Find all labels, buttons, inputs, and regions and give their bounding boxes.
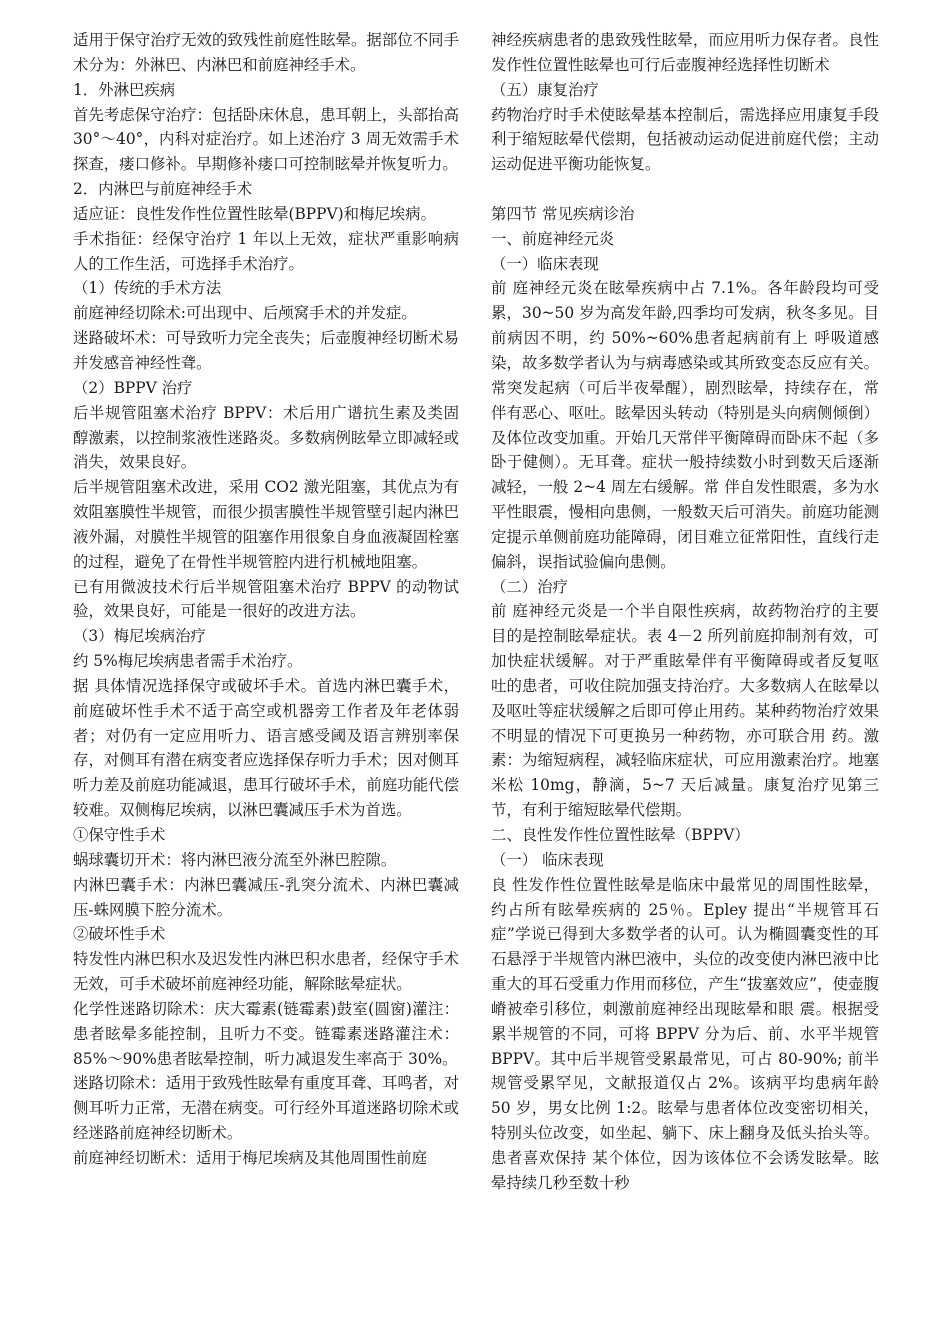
paragraph: 迷路切除术：适用于致残性眩晕有重度耳聋、耳鸣者，对侧耳听力正常，无潜在病变。可行经外耳道迷路切除术或经迷路前庭神经切断术。 bbox=[73, 1074, 459, 1143]
heading: （一）临床表现 bbox=[491, 254, 599, 273]
paragraph: 据 具体情况选择保守或破坏手术。首选内淋巴囊手术，前庭破坏性手术不适于高空或机器旁工作者及年老体弱者；对仍有一定应用听力、语言感受阈及语言辨别率保 存，对侧耳有潜在病变者应选择保存听力手术；因对侧耳听力差及前庭功能减退，患耳行破坏手术，前庭功能代偿较难。双侧梅尼埃病，以淋巴囊减压手术为首选。 bbox=[73, 676, 459, 820]
left-column bbox=[73, 28, 459, 1171]
paragraph: 药物治疗时手术使眩晕基本控制后，需选择应用康复手段利于缩短眩晕代偿期，包括被动运动促进前庭代偿；主动运动促进平衡功能恢复。 bbox=[491, 105, 879, 174]
paragraph: 良 性发作性位置性眩晕是临床中最常见的周围性眩晕，约占所有眩晕疾病的 25％。Epley 提出“半规管耳石症”学说已得到大多数学者的认可。认为椭圆囊变性的耳石悬浮于半规管内淋巴液中，头位的改变使内淋巴液中比重大的耳石受重力作用而移位，产生“拔塞效应”，使壶腹嵴被牵引移位，刺激前庭神经出现眩晕和眼 震。根据受累半规管的不同，可将 BPPV 分为后、前、水平半规管 BPPV。其中后半规管受累最常见，可占 80-90%; 前半规管受累罕见，文献报道仅占 2%。该病平均患病年龄 50 岁，男女比例 1:2。眩晕与患者体位改变密切相关，特别头位改变，如坐起、躺下、床上翻身及低头抬头等。患者喜欢保持 某个体位，因为该体位不会诱发眩晕。眩晕持续几秒至数十秒 bbox=[491, 875, 879, 1192]
paragraph: 内淋巴囊手术：内淋巴囊减压-乳突分流术、内淋巴囊减压-蛛网膜下腔分流术。 bbox=[73, 875, 459, 919]
heading: 一、前庭神经元炎 bbox=[491, 229, 615, 248]
paragraph: 手术指征：经保守治疗 1 年以上无效，症状严重影响病人的工作生活，可选择手术治疗。 bbox=[73, 229, 459, 273]
heading: 二、良性发作性位置性眩晕（BPPV） bbox=[491, 826, 750, 844]
paragraph: 蜗球囊切开术：将内淋巴液分流至外淋巴腔隙。 bbox=[73, 850, 397, 869]
paragraph: 前 庭神经元炎是一个半自限性疾病，故药物治疗的主要目的是控制眩晕症状。表 4－2 所列前庭抑制剂有效，可加快症状缓解。对于严重眩晕伴有平衡障碍或者反复呕 吐的患者，可收住院加强支持治疗。大多数病人在眩晕以及呕吐等症状缓解之后即可停止用药。某种药物治疗效果不明显的情况下可更换另一种药物，亦可联合用 药。激素：为缩短病程，减轻临床症状，可应用激素治疗。地塞米松 10mg，静滴，5~7 天后减量。康复治疗见第三节，有利于缩短眩晕代偿期。 bbox=[491, 602, 879, 820]
heading: （一） 临床表现 bbox=[491, 850, 604, 869]
paragraph: 迷路破坏术：可导致听力完全丧失；后壶腹神经切断术易并发感音神经性聋。 bbox=[73, 329, 459, 372]
paragraph: 首先考虑保守治疗：包括卧床休息，患耳朝上，头部抬高 30°～40°，内科对症治疗。如上述治疗 3 周无效需手术探查，瘘口修补。早期修补瘘口可控制眩晕并恢复听力。 bbox=[73, 105, 459, 174]
heading: 1．外淋巴疾病 bbox=[73, 80, 176, 99]
heading: ②破坏性手术 bbox=[73, 925, 166, 944]
paragraph: 适用于保守治疗无效的致残性前庭性眩晕。据部位不同手术分为：外淋巴、内淋巴和前庭神经手术。 bbox=[73, 31, 459, 74]
section-title: 第四节 常见疾病诊治 bbox=[491, 204, 635, 223]
heading: ①保守性手术 bbox=[73, 826, 166, 844]
heading: 2．内淋巴与前庭神经手术 bbox=[73, 180, 253, 199]
heading: （1）传统的手术方法 bbox=[73, 279, 222, 298]
paragraph: 化学性迷路切除术：庆大霉素(链霉素)鼓室(圆窗)灌注：患者眩晕多能控制，且听力不变。链霉素迷路灌注术：85%～90%患者眩晕控制，听力减退发生率高于 30%。 bbox=[73, 999, 459, 1068]
paragraph: 后半规管阻塞术治疗 BPPV：术后用广谱抗生素及类固醇激素，以控制浆液性迷路炎。多数病例眩晕立即减轻或消失，效果良好。 bbox=[73, 403, 459, 472]
paragraph: 约 5%梅尼埃病患者需手术治疗。 bbox=[73, 652, 303, 671]
heading: （2）BPPV 治疗 bbox=[73, 378, 193, 397]
heading: （二）治疗 bbox=[491, 577, 568, 596]
heading: （五）康复治疗 bbox=[491, 80, 599, 99]
paragraph: 特发性内淋巴积水及迟发性内淋巴积水患者，经保守手术无效，可手术破坏前庭神经功能，解除眩晕症状。 bbox=[73, 950, 459, 994]
paragraph: 适应证：良性发作性位置性眩晕(BPPV)和梅尼埃病。 bbox=[73, 204, 436, 223]
paragraph: 已有用微波技术行后半规管阻塞术治疗 BPPV 的动物试验，效果良好，可能是一很好的改进方法。 bbox=[73, 577, 459, 621]
right-column bbox=[491, 28, 879, 1196]
paragraph: 前庭神经切断术：适用于梅尼埃病及其他周围性前庭 bbox=[73, 1148, 427, 1167]
paragraph: 前庭神经切除术:可出现中、后颅窝手术的并发症。 bbox=[73, 304, 417, 323]
heading: （3）梅尼埃病治疗 bbox=[73, 627, 206, 646]
paragraph: 前 庭神经元炎在眩晕疾病中占 7.1%。各年龄段均可受累，30~50 岁为高发年龄,四季均可发病，秋冬多见。目前病因不明，约 50%~60%患者起病前有上 呼吸道感染，故多数学者认为与病毒感染或其所致变态反应有关。常突发起病（可后半夜晕醒），剧烈眩晕，持续存在，常伴有恶心、呕吐。眩晕因头转动（特别是头向病侧倾倒）及体位改变加重。开始几天常伴平衡障碍而卧床不起（多卧于健侧）。无耳聋。症状一般持续数小时到数天后逐渐减轻，一般 2~4 周左右缓解。常 伴自发性眼震，多为水平性眼震，慢相向患侧，一般数天后可消失。前庭功能测定提示单侧前庭功能障碍，闭目难立征常阳性，直线行走偏斜，误指试验偏向患侧。 bbox=[491, 279, 879, 571]
paragraph: 神经疾病患者的患致残性眩晕，而应用听力保存者。良性发作性位置性眩晕也可行后壶腹神经选择性切断术 bbox=[491, 31, 879, 74]
paragraph: 后半规管阻塞术改进，采用 CO2 激光阻塞，其优点为有效阻塞膜性半规管，而很少损害膜性半规管壁引起内淋巴液外漏，对膜性半规管的阻塞作用很象自身血液凝固栓塞的过程，避免了在骨性半规管腔内进行机械地阻塞。 bbox=[73, 478, 459, 571]
